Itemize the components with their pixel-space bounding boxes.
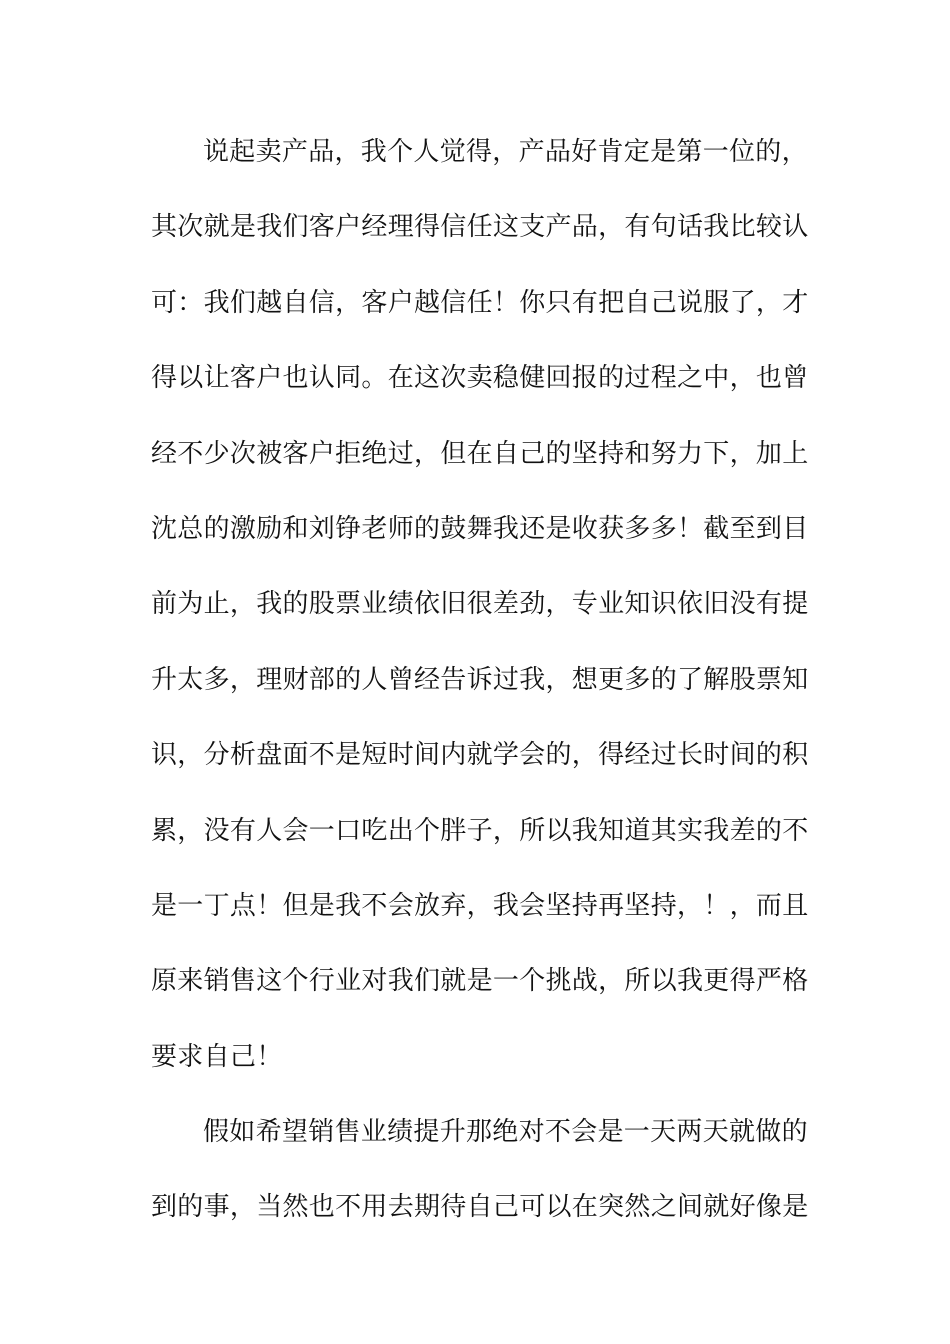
text-line: 前为止，我的股票业绩依旧很差劲，专业知识依旧没有提 xyxy=(151,589,809,620)
text-line: 要求自己！ xyxy=(151,1041,283,1072)
text-line: 升太多，理财部的人曾经告诉过我，想更多的了解股票知 xyxy=(151,664,809,695)
text-line: 其次就是我们客户经理得信任这支产品，有句话我比较认 xyxy=(151,212,809,243)
text-line: 原来销售这个行业对我们就是一个挑战，所以我更得严格 xyxy=(151,966,809,997)
text-line: 假如希望销售业绩提升那绝对不会是一天两天就做的 xyxy=(203,1117,808,1148)
text-line: 说起卖产品，我个人觉得，产品好肯定是第一位的， xyxy=(203,137,808,167)
text-line: 经不少次被客户拒绝过，但在自己的坚持和努力下，加上 xyxy=(151,438,809,469)
document-body xyxy=(151,128,809,1259)
text-line: 到的事，当然也不用去期待自己可以在突然之间就好像是 xyxy=(151,1192,809,1223)
text-line: 得以让客户也认同。在这次卖稳健回报的过程之中，也曾 xyxy=(151,363,809,394)
text-line: 是一丁点！但是我不会放弃，我会坚持再坚持，！，而且 xyxy=(151,890,809,921)
text-line: 可：我们越自信，客户越信任！你只有把自己说服了，才 xyxy=(151,287,809,318)
text-line: 识，分析盘面不是短时间内就学会的，得经过长时间的积 xyxy=(151,740,809,771)
paragraph-1 xyxy=(151,128,809,1108)
paragraph-2 xyxy=(151,1108,809,1259)
text-line: 累，没有人会一口吃出个胖子，所以我知道其实我差的不 xyxy=(151,815,809,846)
text-line: 沈总的激励和刘铮老师的鼓舞我还是收获多多！截至到目 xyxy=(151,513,809,544)
